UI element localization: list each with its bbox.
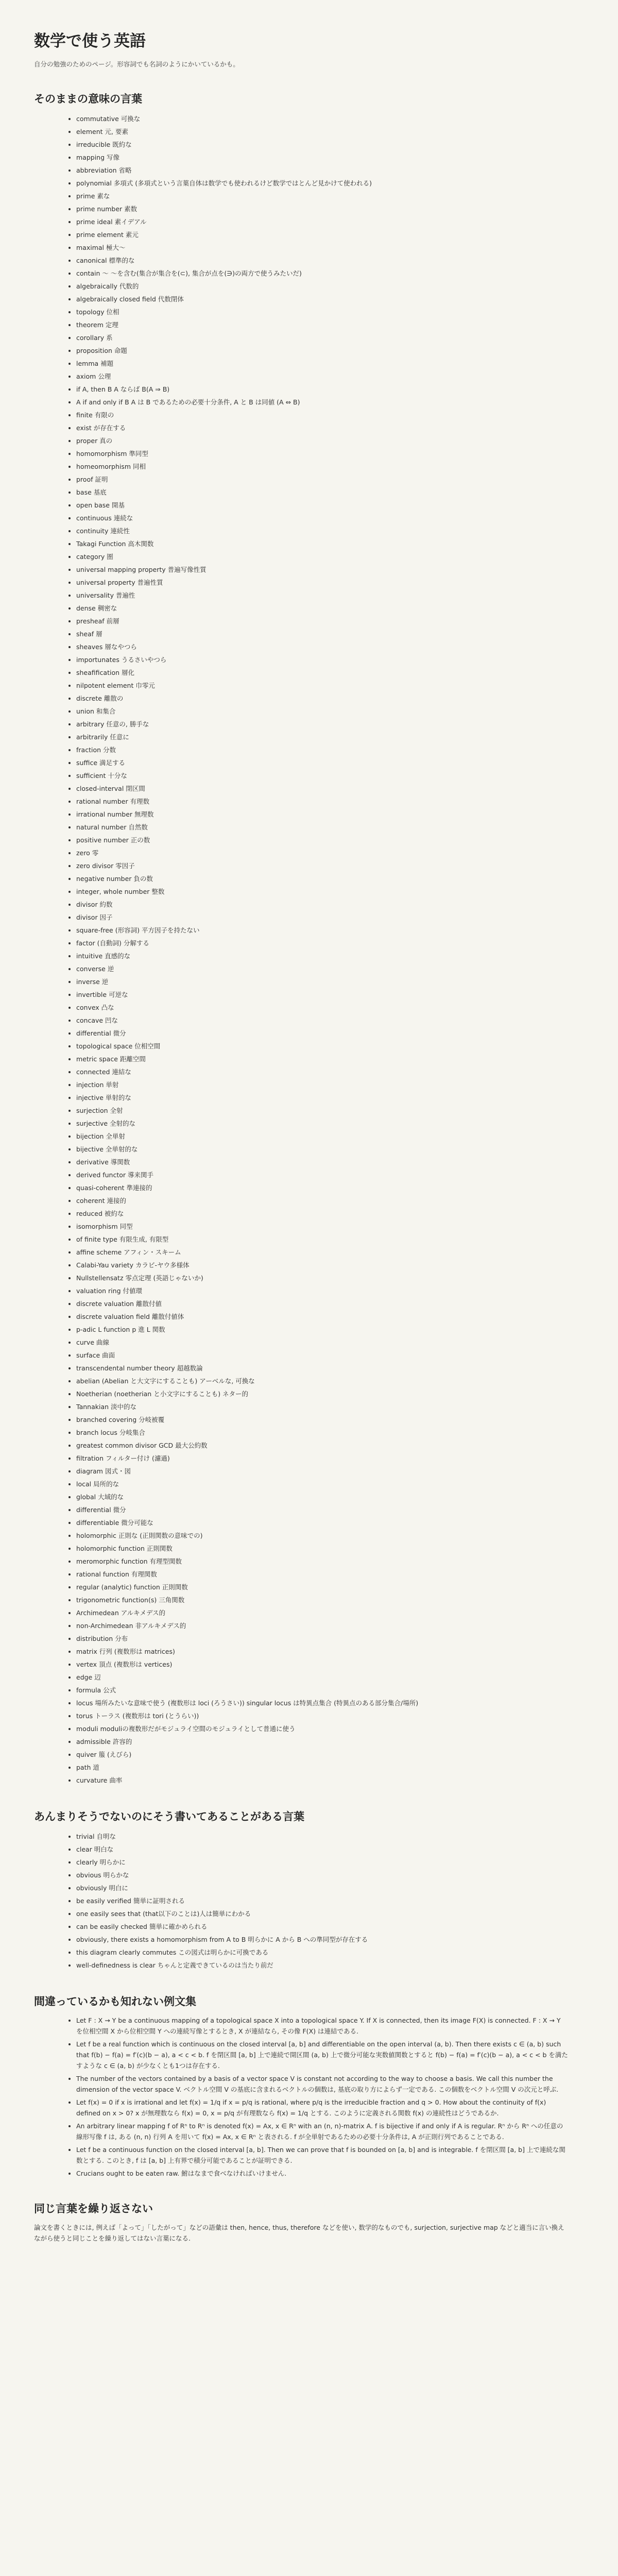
term-item: • one easily sees that (that以下のことは)人は簡単にわかる <box>76 1907 569 1920</box>
term-item: • abelian (Abelian と大文字にすることも) アーベルな, 可換な <box>76 1375 569 1387</box>
term-item: • connected 連結な <box>76 1065 569 1078</box>
term-item: • can be easily checked 簡単に確かめられる <box>76 1920 569 1933</box>
term-item: • Takagi Function 高木関数 <box>76 537 569 550</box>
term-item: • abbreviation 省略 <box>76 164 569 177</box>
repeat-note: 論文を書くときには, 例えば「よって」「したがって」などの語彙は then, hence, thus, therefore などを使い, 数学的なものでも, surjection, surjective map などと適当に言い換えながら使うと同じことを繰り返してはない言葉になる. <box>34 2224 564 2242</box>
term-item: • trivial 自明な <box>76 1830 569 1843</box>
term-item: • proper 真の <box>76 434 569 447</box>
section-heading-examples: 間違っているかも知れない例文集 <box>34 1995 196 2008</box>
term-item: • canonical 標準的な <box>76 254 569 267</box>
term-item: • injection 単射 <box>76 1078 569 1091</box>
term-item: • corollary 系 <box>76 331 569 344</box>
term-item: • proposition 命題 <box>76 344 569 357</box>
term-item: • divisor 約数 <box>76 898 569 911</box>
term-item: • nilpotent element 巾零元 <box>76 679 569 692</box>
term-item: • continuity 連続性 <box>76 524 569 537</box>
term-item: • suffice 満足する <box>76 756 569 769</box>
term-item: • topology 位相 <box>76 306 569 318</box>
term-item: • branch locus 分岐集合 <box>76 1426 569 1439</box>
term-item: • prime ideal 素イデアル <box>76 215 569 228</box>
term-item: • edge 辺 <box>76 1671 569 1684</box>
term-item: • A if and only if B A は B であるための必要十分条件, A と B は同値 (A ⇔ B) <box>76 396 569 409</box>
term-item: • zero divisor 零因子 <box>76 859 569 872</box>
term-item: • prime 素な <box>76 190 569 202</box>
term-item: • be easily verified 簡単に証明される <box>76 1894 569 1907</box>
term-item: • maximal 極大～ <box>76 241 569 254</box>
term-item: • universality 普遍性 <box>76 589 569 602</box>
term-item: • moduli moduliの複数形だがモジュライ空間のモジュライとして普通に使う <box>76 1722 569 1735</box>
term-item: • of finite type 有限生成, 有限型 <box>76 1233 569 1246</box>
term-item: • bijective 全単射的な <box>76 1143 569 1156</box>
term-item: • sufficient 十分な <box>76 769 569 782</box>
term-item: • differential 微分 <box>76 1027 569 1040</box>
example-item: • The number of the vectors contained by a basis of a vector space V is constant not according to the way to choose a basis. We call this number the dimension of the vector space V. ベクトル空間 V の基底に含まれるベクトルの個数は, 基底の取り方によらず一定である. この個数をベクトル空間 V の次元と呼ぶ. <box>76 2073 569 2095</box>
term-item: • sheaves 層なやつら <box>76 640 569 653</box>
term-item: • greatest common divisor GCD 最大公約数 <box>76 1439 569 1452</box>
term-item: • proof 証明 <box>76 473 569 486</box>
example-item: • Let f be a real function which is continuous on the closed interval [a, b] and differentiable on the open interval (a, b). Then there exists c ∈ (a, b) such that f(b) − f(a) = f′(c)(b − a), a < c < b. f を閉区間 [a, b] 上で連続で開区間 (a, b) 上で微分可能な実数値関数とすると f(b) − f(a) = f′(c)(b − a), a < c < b を満たすような c ∈ (a, b) が少なくとも1つは存在する. <box>76 2039 569 2071</box>
term-item: • negative number 負の数 <box>76 872 569 885</box>
term-item: • irreducible 既約な <box>76 138 569 151</box>
example-item: • An arbitrary linear mapping f of Rⁿ to Rⁿ is denoted f(x) = Ax, x ∈ Rⁿ with an (n, n)-matrix A. f is bijective if and only if A is regular. Rⁿ から Rⁿ への任意の線形写像 f は, ある (n, n) 行列 A を用いて f(x) = Ax, x ∈ Rⁿ と表される. f が全単射であるための必要十分条件は, A が正則行列であることである. <box>76 2121 569 2142</box>
term-item: • vertex 頂点 (複数形は vertices) <box>76 1658 569 1671</box>
term-item: • diagram 図式・図 <box>76 1465 569 1478</box>
section-heading-repeat: 同じ言葉を繰り返さない <box>34 2202 153 2215</box>
term-item: • isomorphism 同型 <box>76 1220 569 1233</box>
term-item: • arbitrarily 任意に <box>76 731 569 743</box>
term-item: • continuous 連続な <box>76 512 569 524</box>
term-item: • path 道 <box>76 1761 569 1774</box>
term-item: • discrete valuation 離散付値 <box>76 1297 569 1310</box>
term-item: • surjective 全射的な <box>76 1117 569 1130</box>
term-item: • transcendental number theory 超越数論 <box>76 1362 569 1375</box>
term-item: • universal property 普遍性質 <box>76 576 569 589</box>
term-item: • clear 明白な <box>76 1843 569 1856</box>
term-item: • global 大域的な <box>76 1490 569 1503</box>
term-item: • square-free (形容詞) 平方因子を持たない <box>76 924 569 937</box>
term-item: • admissible 許容的 <box>76 1735 569 1748</box>
term-item: • curve 曲線 <box>76 1336 569 1349</box>
term-item: • bijection 全単射 <box>76 1130 569 1143</box>
term-item: • convex 凸な <box>76 1001 569 1014</box>
term-item: • sheaf 層 <box>76 628 569 640</box>
term-item: • Tannakian 淡中的な <box>76 1400 569 1413</box>
term-item: • matrix 行列 (複数形は matrices) <box>76 1645 569 1658</box>
term-item: • differentiable 微分可能な <box>76 1516 569 1529</box>
term-item: • commutative 可換な <box>76 112 569 125</box>
plain-term-list <box>34 112 569 1787</box>
term-item: • surface 曲面 <box>76 1349 569 1362</box>
term-item: • element 元, 要素 <box>76 125 569 138</box>
term-item: • dense 稠密な <box>76 602 569 615</box>
term-item: • concave 凹な <box>76 1014 569 1027</box>
term-item: • obvious 明らかな <box>76 1869 569 1882</box>
term-item: • non-Archimedean 非アルキメデス的 <box>76 1619 569 1632</box>
term-item: • polynomial 多項式 (多項式という言葉自体は数学でも使われるけど数学ではとんど見かけて使われる) <box>76 177 569 190</box>
term-item: • homeomorphism 同相 <box>76 460 569 473</box>
term-item: • Archimedean アルキメデス的 <box>76 1606 569 1619</box>
term-item: • sheafification 層化 <box>76 666 569 679</box>
term-item: • local 局所的な <box>76 1478 569 1490</box>
term-item: • axiom 公理 <box>76 370 569 383</box>
term-item: • arbitrary 任意の, 勝手な <box>76 718 569 731</box>
term-item: • obviously 明白に <box>76 1882 569 1894</box>
term-item: • Noetherian (noetherian と小文字にすることも) ネター的 <box>76 1387 569 1400</box>
term-item: • filtration フィルター付け (濾過) <box>76 1452 569 1465</box>
term-item: • topological space 位相空間 <box>76 1040 569 1053</box>
term-item: • p-adic L function p 進 L 関数 <box>76 1323 569 1336</box>
term-item: • surjection 全射 <box>76 1104 569 1117</box>
term-item: • Calabi-Yau variety カラビ-ヤウ多様体 <box>76 1259 569 1272</box>
term-item: • coherent 連接的 <box>76 1194 569 1207</box>
term-item: • universal mapping property 普遍写像性質 <box>76 563 569 576</box>
term-item: • mapping 写像 <box>76 151 569 164</box>
page-title: 数学で使う英語 <box>34 32 146 50</box>
term-item: • torus トーラス (複数形は tori (とうらい)) <box>76 1709 569 1722</box>
term-item: • algebraically 代数的 <box>76 280 569 293</box>
example-item: • Let F : X → Y be a continuous mapping of a topological space X into a topological space Y. If X is connected, then its image F(X) is connected. F : X → Y を位相空間 X から位相空間 Y への連続写像とするとき, X が連結なら, その像 F(X) は連結である. <box>76 2015 569 2037</box>
example-item: • Let f(x) = 0 if x is irrational and let f(x) = 1/q if x = p/q is rational, where p/q is the irreducible fraction and q > 0. How about the continuity of f(x) defined on x > 0? x が無理数なら f(x) = 0, x = p/q が有理数なら f(x) = 1/q とする. このように定義される関数 f(x) の連続性はどうであるか. <box>76 2097 569 2119</box>
term-item: • quasi-coherent 準連接的 <box>76 1181 569 1194</box>
term-item: • discrete valuation field 離散付値体 <box>76 1310 569 1323</box>
term-item: • rational number 有理数 <box>76 795 569 808</box>
term-item: • derivative 導関数 <box>76 1156 569 1168</box>
term-item: • converse 逆 <box>76 962 569 975</box>
term-item: • union 和集合 <box>76 705 569 718</box>
term-item: • algebraically closed field 代数閉体 <box>76 293 569 306</box>
term-item: • clearly 明らかに <box>76 1856 569 1869</box>
term-item: • if A, then B A ならば B(A ⇒ B) <box>76 383 569 396</box>
term-item: • injective 単射的な <box>76 1091 569 1104</box>
term-item: • fraction 分数 <box>76 743 569 756</box>
term-item: • branched covering 分岐被覆 <box>76 1413 569 1426</box>
section-heading-misleading: あんまりそうでないのにそう書いてあることがある言葉 <box>34 1810 304 1823</box>
term-item: • meromorphic function 有理型関数 <box>76 1555 569 1568</box>
term-item: • reduced 被約な <box>76 1207 569 1220</box>
term-item: • well-definedness is clear ちゃんと定義できているのは当たり前だ <box>76 1959 569 1972</box>
term-item: • prime element 素元 <box>76 228 569 241</box>
section-heading-plain: そのままの意味の言葉 <box>34 93 142 105</box>
term-item: • open base 開基 <box>76 499 569 512</box>
example-item: • Let f be a continuous function on the closed interval [a, b]. Then we can prove that f is bounded on [a, b] and is integrable. f を閉区間 [a, b] 上で連続な関数とする. このとき, f は [a, b] 上有界で積分可能であることが証明できる. <box>76 2144 569 2166</box>
term-item: • integer, whole number 整数 <box>76 885 569 898</box>
term-item: • positive number 正の数 <box>76 834 569 846</box>
term-item: • zero 零 <box>76 846 569 859</box>
page-subtitle: 自分の勉強のためのページ。形容詞でも名詞のようにかいているかも。 <box>34 60 239 68</box>
term-item: • metric space 距離空間 <box>76 1053 569 1065</box>
term-item: • divisor 因子 <box>76 911 569 924</box>
term-item: • rational function 有理関数 <box>76 1568 569 1581</box>
term-item: • inverse 逆 <box>76 975 569 988</box>
term-item: • distribution 分布 <box>76 1632 569 1645</box>
term-item: • homomorphism 準同型 <box>76 447 569 460</box>
term-item: • trigonometric function(s) 三角関数 <box>76 1594 569 1606</box>
term-item: • derived functor 導来関手 <box>76 1168 569 1181</box>
term-item: • invertible 可逆な <box>76 988 569 1001</box>
term-item: • closed-interval 閉区間 <box>76 782 569 795</box>
term-item: • prime number 素数 <box>76 202 569 215</box>
term-item: • holomorphic function 正則関数 <box>76 1542 569 1555</box>
term-item: • base 基底 <box>76 486 569 499</box>
term-item: • differential 微分 <box>76 1503 569 1516</box>
term-item: • curvature 曲率 <box>76 1774 569 1787</box>
term-item: • contain ～ ～を含む(集合が集合を(⊂), 集合が点を(∋)の両方で使うみたいだ) <box>76 267 569 280</box>
term-item: • locus 場所みたいな意味で使う (複数形は loci (ろうさい)) singular locus は特異点集合 (特異点のある部分集合/場所) <box>76 1697 569 1709</box>
misleading-term-list <box>34 1830 569 1972</box>
term-item: • exist が存在する <box>76 421 569 434</box>
term-item: • regular (analytic) function 正則関数 <box>76 1581 569 1594</box>
term-item: • obviously, there exists a homomorphism from A to B 明らかに A から B への準同型が存在する <box>76 1933 569 1946</box>
term-item: • factor (自動詞) 分解する <box>76 937 569 950</box>
term-item: • irrational number 無理数 <box>76 808 569 821</box>
term-item: • lemma 補題 <box>76 357 569 370</box>
term-item: • theorem 定理 <box>76 318 569 331</box>
term-item: • affine scheme アフィン・スキーム <box>76 1246 569 1259</box>
term-item: • category 圏 <box>76 550 569 563</box>
example-sentence-list <box>34 2015 569 2179</box>
term-item: • quiver 箙 (えびら) <box>76 1748 569 1761</box>
term-item: • natural number 自然数 <box>76 821 569 834</box>
term-item: • holomorphic 正則な (正則関数の意味での) <box>76 1529 569 1542</box>
term-item: • discrete 離散の <box>76 692 569 705</box>
term-item: • valuation ring 付値環 <box>76 1284 569 1297</box>
term-item: • formula 公式 <box>76 1684 569 1697</box>
term-item: • intuitive 直感的な <box>76 950 569 962</box>
example-item: • Crucians ought to be eaten raw. 鮒はなまで食べなければいけません. <box>76 2168 569 2179</box>
term-item: • Nullstellensatz 零点定理 (英語じゃないか) <box>76 1272 569 1284</box>
term-item: • importunates うるさいやつら <box>76 653 569 666</box>
term-item: • finite 有限の <box>76 409 569 421</box>
term-item: • presheaf 前層 <box>76 615 569 628</box>
term-item: • this diagram clearly commutes この図式は明らかに可換である <box>76 1946 569 1959</box>
